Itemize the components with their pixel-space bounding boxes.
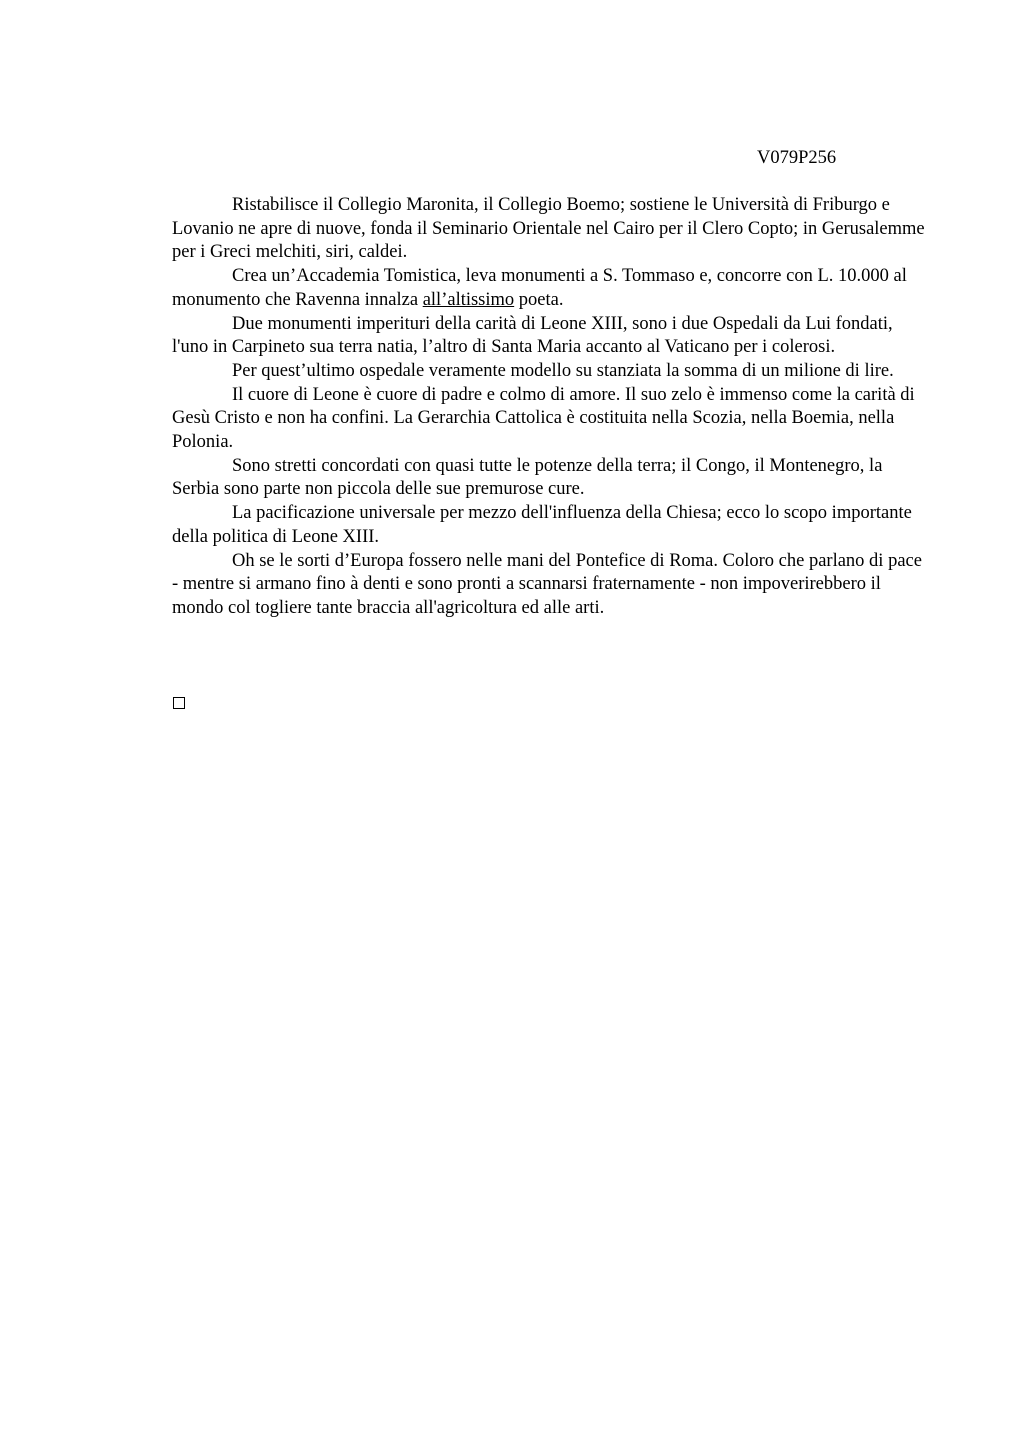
paragraph-concordats: Sono stretti concordati con quasi tutte le potenze della terra; il Congo, il Montenegro, la Serbia sono parte non piccola delle sue premurose cure. xyxy=(172,455,883,500)
paragraph-heart-of-leone: Il cuore di Leone è cuore di padre e colmo di amore. Il suo zelo è immenso come la carità di Gesù Cristo e non ha confini. La Gerarchia Cattolica è costituita nella Scozia, nella Boemia, nella Polonia. xyxy=(172,384,915,453)
empty-square-icon xyxy=(173,697,185,709)
paragraph-hospitals: Due monumenti imperituri della carità di Leone XIII, sono i due Ospedali da Lui fondati, l'uno in Carpineto sua terra natia, l’altro di Santa Maria accanto al Vaticano per i colerosi. xyxy=(172,313,893,358)
paragraph-colleges: Ristabilisce il Collegio Maronita, il Collegio Boemo; sostiene le Università di Friburgo e Lovanio ne apre di nuove, fonda il Seminario Orientale nel Cairo per il Clero Copto; in Gerusalemme per i Greci melchiti, siri, caldei. xyxy=(172,195,925,263)
page-code: V079P256 xyxy=(757,148,837,168)
document-body xyxy=(172,194,926,621)
paragraph-europe: Oh se le sorti d’Europa fossero nelle mani del Pontefice di Roma. Coloro che parlano di pace - mentre si armano fino à denti e sono pronti a scannarsi fraternamente - non impoverirebbero il mondo col togliere tante braccia all'agricoltura ed alle arti. xyxy=(172,550,922,618)
underlined-phrase: all’altissimo xyxy=(422,289,515,310)
paragraph-hospital-funding: Per quest’ultimo ospedale veramente modello su stanziata la somma di un milione di lire. xyxy=(232,360,894,381)
paragraph-pacification: La pacificazione universale per mezzo dell'influenza della Chiesa; ecco lo scopo importante della politica di Leone XIII. xyxy=(172,503,912,547)
paragraph-accademia-text-before: Crea un’Accademia Tomistica, leva monumenti a S. Tommaso e, concorre con L. 10.000 al monumento che Ravenna innalza xyxy=(172,266,907,310)
paragraph-accademia-text-after: poeta. xyxy=(514,289,564,310)
paragraph-accademia xyxy=(172,265,926,312)
